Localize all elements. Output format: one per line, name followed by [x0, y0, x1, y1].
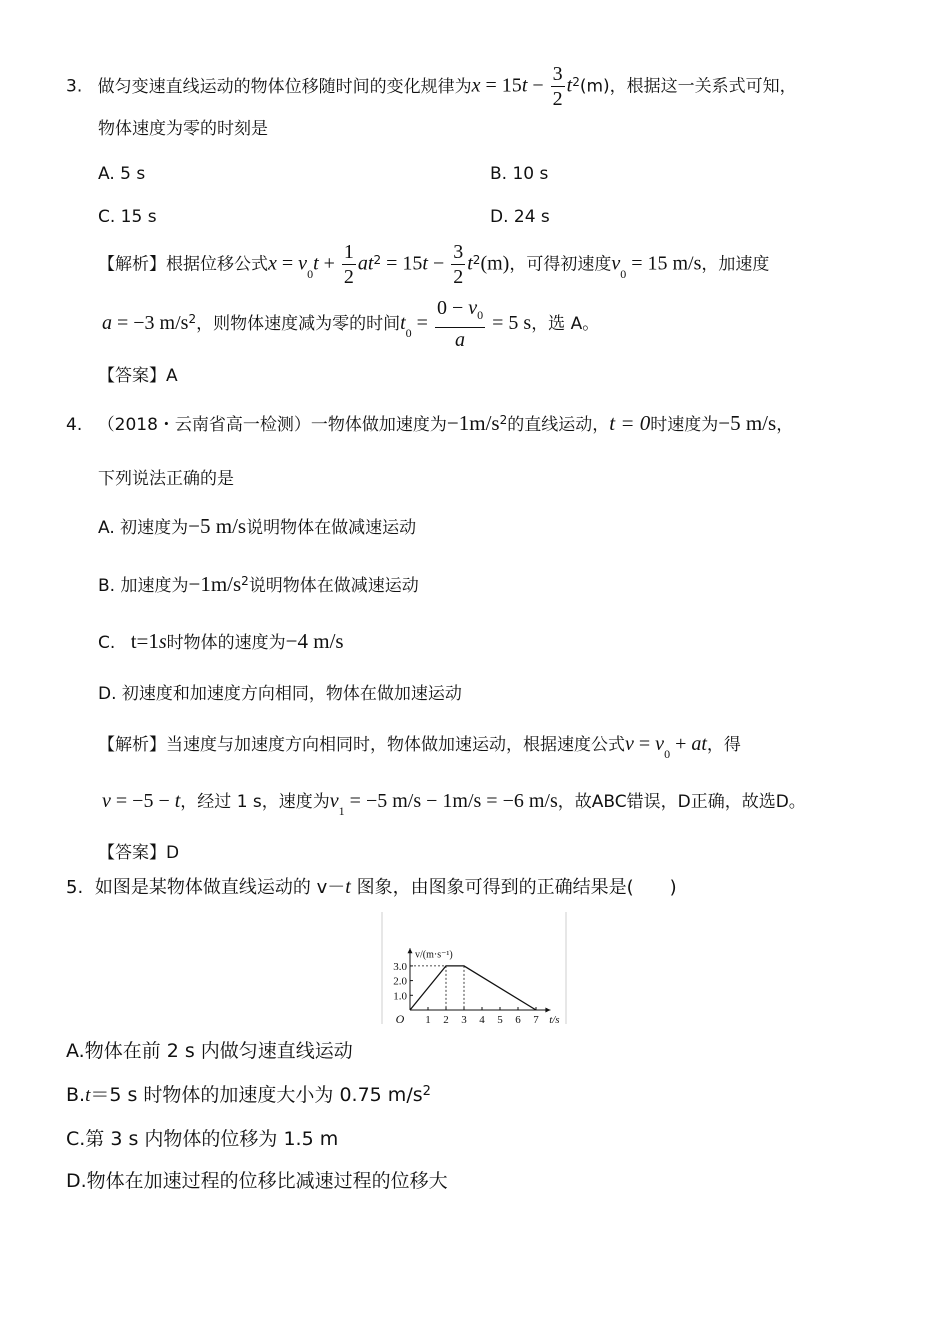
q3-stem-text: 做匀变速直线运动的物体位移随时间的变化规律为 [97, 76, 472, 97]
q4-solution-label: 【解析】 [98, 735, 166, 755]
q4-solution-line1: 【解析】当速度与加速度方向相同时，物体做加速运动，根据速度公式$v = v_0$ + at，得 [98, 733, 741, 761]
x-tick-label-2: 2 [443, 1014, 449, 1024]
q5-option-b: B.t＝5 s 时物体的加速度大小为 0.75 $m/s^2$ [66, 1084, 431, 1106]
q3-sol-t0-value: = 5 s [487, 312, 532, 334]
x-tick-label-5: 5 [497, 1014, 503, 1024]
q3-eq-minus: − [527, 74, 549, 97]
q3-solution-line2: a = −3 $m/s^2$，则物体速度减为零的时间$t_0$ = $\frac{0 - v_0}{a}$ = 5 s，选 A。 [102, 297, 600, 351]
q3-solution-text5: ，选 A。 [531, 314, 600, 334]
q3-eq-x: x [471, 74, 481, 97]
q4-stem-text-b: 的直线运动， [507, 415, 610, 435]
q3-solution-text4: ，则物体速度减为零的时间 [196, 314, 401, 334]
q4-sol-eq-v: = −5 − [110, 790, 175, 812]
y-tick-label-3.0: 3.0 [393, 960, 407, 973]
q3-number: 3. [66, 76, 83, 97]
q3-eq-t2: t [566, 74, 573, 97]
q4-option-d: D. 初速度和加速度方向相同，物体在做加速运动 [98, 684, 462, 704]
q4-number: 4. [66, 415, 83, 435]
q4-answer: 【答案】D [98, 843, 180, 863]
q3-answer: 【答案】A [98, 366, 178, 386]
q3-eq-t: t [521, 74, 528, 97]
q3-option-d: D. 24 s [490, 207, 550, 227]
q4-sol-eq-v1: = −5 m/s − 1m/s = −6 m/s [344, 790, 558, 812]
q4-stem-line2: 下列说法正确的是 [98, 469, 234, 489]
q3-eq-eq: = 15 [480, 74, 522, 97]
q3-solution-label: 【解析】 [98, 254, 166, 275]
q4-option-c-time: t=1 [130, 629, 159, 653]
q4-option-b: B. 加速度为$-1m/s^2$说明物体在做减速运动 [98, 572, 419, 596]
q4-vel-value: −5 m/s [718, 411, 777, 435]
y-tick-label-2.0: 2.0 [393, 975, 407, 988]
q4-stem-line1: 4. （2018・云南省高一检测）一物体做加速度为$-1m/s^2$的直线运动，t = 0时速度为−5 m/s， [66, 411, 794, 435]
q5-option-d: D.物体在加速过程的位移比减速过程的位移大 [66, 1170, 448, 1192]
q4-option-c-value: −4 m/s [285, 629, 344, 653]
q3-stem-line2: 物体速度为零的时刻是 [98, 119, 268, 139]
x-axis-arrow [545, 1008, 550, 1013]
x-tick-label-6: 6 [515, 1014, 521, 1024]
velocity-line [410, 966, 536, 1010]
origin-label: O [395, 1012, 405, 1024]
x-tick-label-3: 3 [461, 1014, 467, 1024]
q4-stem-text-d: ， [776, 415, 794, 435]
q3-fraction: $\frac{3}{2}$ [552, 63, 563, 110]
q4-stem-text-c: 时速度为 [650, 415, 719, 435]
q4-solution-line2: v = −5 − t，经过 1 s，速度为$v_1 = -5$ m/s − 1m/s = −6 m/s，故ABC错误，D正确，故选D。 [102, 790, 806, 818]
q3-stem-unit: (m)，根据这一关系式可知， [579, 76, 797, 97]
q5-stem: 5. 如图是某物体做直线运动的 v－t 图象，由图象可得到的正确结果是( ) [66, 876, 677, 898]
y-tick-label-1.0: 1.0 [393, 990, 407, 1003]
x-axis-label: t/s [549, 1014, 560, 1024]
q5-option-c: C.第 3 s 内物体的位移为 1.5 m [66, 1128, 339, 1150]
q3-sol-fraction-3-2: $\frac{3}{2}$ [453, 241, 464, 288]
q3-option-a: A. 5 s [98, 164, 146, 184]
x-tick-label-4: 4 [479, 1014, 485, 1024]
q4-acc-value: −1m/s [446, 411, 500, 435]
q3-sol-a-value: = −3 m/s [112, 312, 189, 334]
x-tick-label-7: 7 [533, 1014, 539, 1024]
q3-sol-fraction-half: $\frac{1}{2}$ [343, 241, 354, 288]
q4-option-a: A. 初速度为−5 m/s说明物体在做减速运动 [98, 514, 417, 538]
q4-option-b-value: −1m/s [188, 572, 242, 596]
q3-solution-line1: 【解析】根据位移公式$x = v_0t$ + $\frac{1}{2}$ $at^2 = 15t$ − $\frac{3}{2}$ $t^2(m)$，可得初速度$v_0 = 15$ m/s，加速度 [98, 241, 770, 288]
y-axis-arrow [408, 948, 413, 953]
q5-option-a: A.物体在前 2 s 内做匀速直线运动 [66, 1040, 353, 1062]
vt-graph [380, 912, 568, 1024]
q3-option-c: C. 15 s [98, 207, 157, 227]
q4-option-a-value: −5 m/s [188, 514, 247, 538]
q4-t0-value: t = 0 [609, 411, 651, 435]
q3-solution-text2: ，可得初速度 [509, 254, 612, 275]
q3-sol-fraction-t0: $\frac{0 - v_0}{a}$ [436, 297, 484, 351]
q3-sol-v0-value: = 15 m/s [626, 252, 702, 275]
q3-solution-text3: ，加速度 [701, 254, 770, 275]
q4-option-c: C. t=1s时物体的速度为−4 m/s [98, 629, 344, 653]
x-tick-label-1: 1 [425, 1014, 431, 1024]
y-axis-label: v/(m·s⁻¹) [415, 949, 453, 961]
q3-solution-text1: 根据位移公式 [166, 254, 268, 275]
q5-number: 5. [66, 877, 84, 898]
q3-eq-square: 2 [572, 74, 580, 89]
q4-stem-text-a: （2018・云南省高一检测）一物体做加速度为 [97, 415, 447, 435]
q3-sol-eq: x [268, 252, 277, 275]
q3-option-b: B. 10 s [490, 164, 549, 184]
q3-stem-line1 [66, 62, 797, 110]
